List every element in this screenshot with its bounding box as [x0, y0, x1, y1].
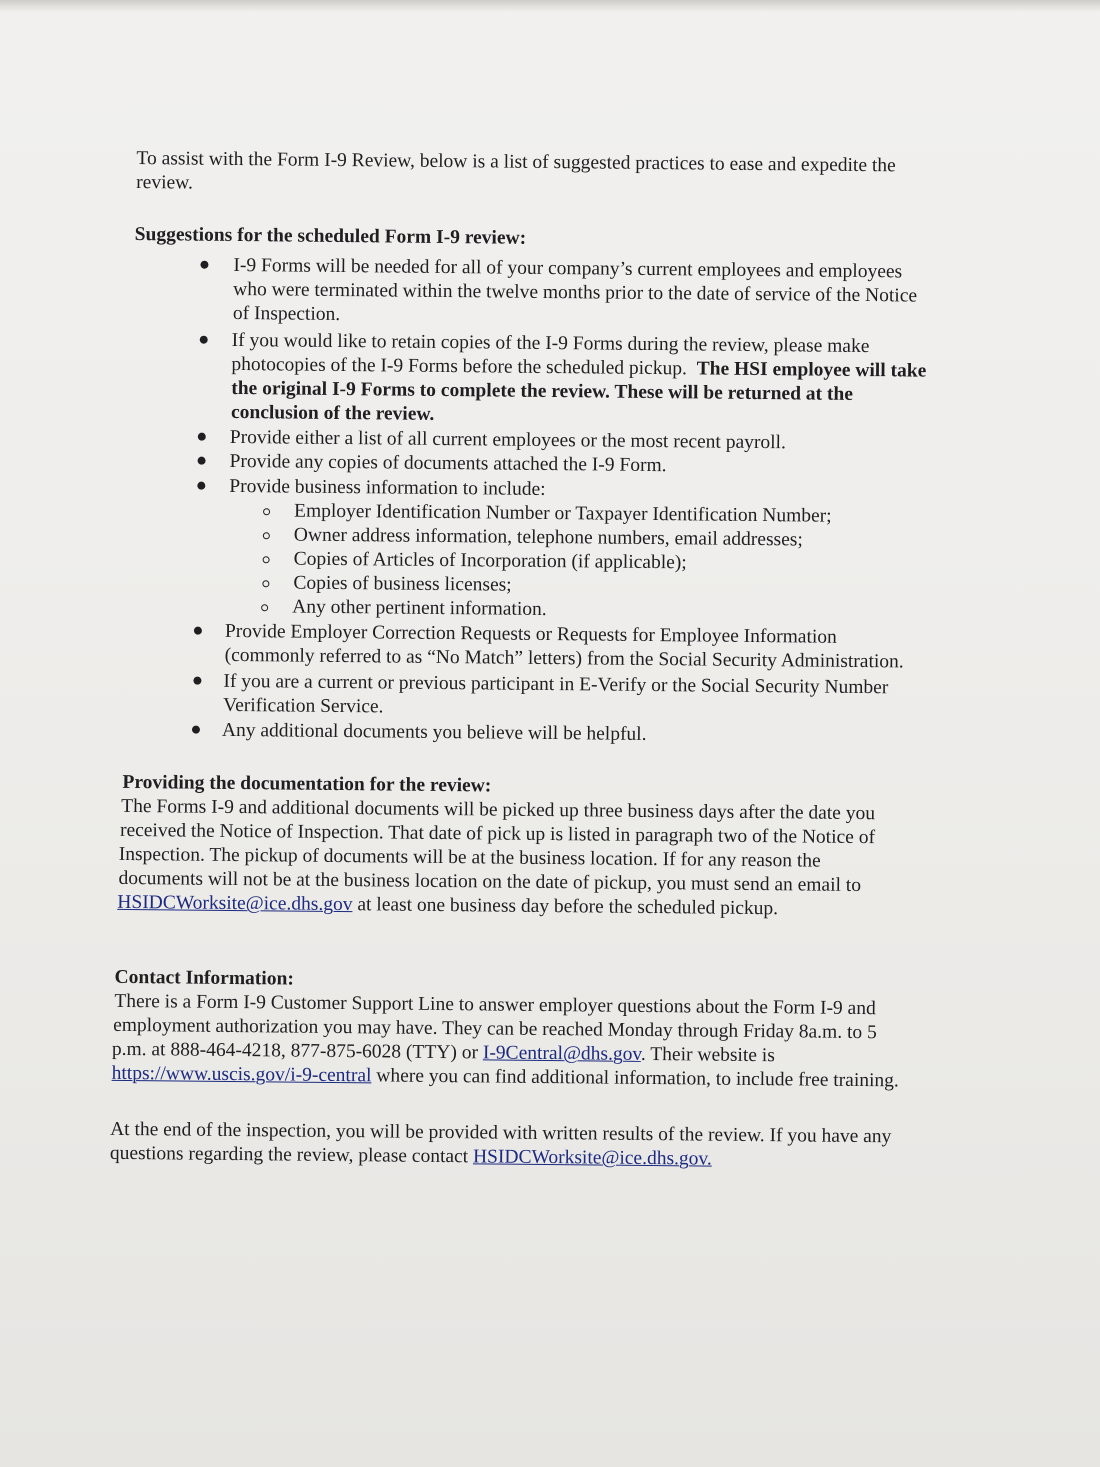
- documentation-line-2: received the Notice of Inspection. That date of pick up is listed in paragraph two of the Notice of: [119, 819, 876, 849]
- item-2-line-4: conclusion of the review.: [230, 401, 435, 425]
- item-4: Provide any copies of documents attached the I-9 Form.: [229, 450, 667, 477]
- contact-line-1: There is a Form I-9 Customer Support Line to answer employer questions about the Form I-9 and: [114, 990, 876, 1020]
- item-2-line-3: the original I-9 Forms to complete the review. These will be returned at the: [231, 377, 854, 405]
- closing-line-2-start: questions regarding the review, please contact: [109, 1142, 474, 1168]
- circle-bullet-icon: [261, 604, 268, 611]
- circle-bullet-icon: [263, 556, 270, 563]
- contact-line-2: employment authorization you may have. They can be reached Monday through Friday 8a.m. to 5: [113, 1014, 877, 1044]
- item-3: Provide either a list of all current employees or the most recent payroll.: [229, 426, 786, 454]
- item-5: Provide business information to include:: [229, 475, 546, 500]
- contact-line-3-end: . Their website is: [640, 1043, 775, 1067]
- item-7-line-2: Verification Service.: [223, 694, 384, 718]
- item-1-line-3: of Inspection.: [232, 302, 341, 326]
- hsi-email-link[interactable]: HSIDCWorksite@ice.dhs.gov: [117, 891, 353, 916]
- item-2-line-2-bold: The HSI employee will take: [696, 358, 927, 382]
- circle-bullet-icon: [262, 580, 269, 587]
- documentation-heading: Providing the documentation for the review:: [122, 771, 492, 797]
- closing-line-1: At the end of the inspection, you will be provided with written results of the review. If you have any: [110, 1118, 892, 1148]
- bullet-icon: [198, 433, 206, 441]
- item-1-line-2: who were terminated within the twelve months prior to the date of service of the Notice: [233, 278, 918, 307]
- documentation-line-5-rest: at least one business day before the scheduled pickup.: [352, 894, 779, 920]
- bullet-icon: [192, 726, 200, 734]
- hsi-email-closing-link[interactable]: HSIDCWorksite@ice.dhs.gov.: [472, 1146, 712, 1170]
- contact-heading: Contact Information:: [114, 966, 294, 990]
- sub-item-1: Employer Identification Number or Taxpayer Identification Number;: [293, 500, 832, 527]
- contact-line-4: [112, 1062, 899, 1094]
- bullet-icon: [200, 336, 208, 344]
- circle-bullet-icon: [263, 532, 270, 539]
- circle-bullet-icon: [263, 508, 270, 515]
- item-1-line-1: I-9 Forms will be needed for all of your company’s current employees and employees: [233, 254, 903, 283]
- intro-line-2: review.: [136, 172, 193, 194]
- documentation-line-3: Inspection. The pickup of documents will be at the business location. If for any reason the: [118, 843, 821, 872]
- item-2-line-1: If you would like to retain copies of the I-9 Forms during the review, please make: [231, 329, 870, 358]
- bullet-icon: [197, 482, 205, 490]
- item-2-line-2-normal: photocopies of the I-9 Forms before the scheduled pickup.: [231, 353, 688, 380]
- item-6-line-2: (commonly referred to as “No Match” letters) from the Social Security Administration.: [224, 644, 904, 673]
- uscis-website-link[interactable]: https://www.uscis.gov/i-9-central: [111, 1062, 372, 1087]
- documentation-line-1: The Forms I-9 and additional documents will be picked up three business days after the date you: [121, 795, 876, 825]
- documentation-line-5: [117, 891, 778, 921]
- documentation-line-4: documents will not be at the business location on the date of pickup, you must send an email to: [118, 867, 862, 897]
- i9-central-email-link[interactable]: I-9Central@dhs.gov: [482, 1042, 642, 1065]
- item-6-line-1: Provide Employer Correction Requests or Requests for Employee Information: [224, 620, 837, 648]
- sub-item-2: Owner address information, telephone numbers, email addresses;: [293, 524, 803, 551]
- contact-line-3-start: p.m. at 888-464-4218, 877-875-6028 (TTY) or: [111, 1038, 483, 1064]
- bullet-icon: [193, 677, 201, 685]
- bullet-icon: [200, 261, 208, 269]
- sub-item-3: Copies of Articles of Incorporation (if applicable);: [293, 548, 687, 574]
- intro-line-1: To assist with the Form I-9 Review, below is a list of suggested practices to ease and expedite the: [136, 148, 896, 177]
- bullet-icon: [194, 627, 202, 635]
- sub-item-5: Any other pertinent information.: [292, 596, 547, 620]
- contact-line-4-rest: where you can find additional information, to include free training.: [371, 1065, 899, 1092]
- suggestions-heading: Suggestions for the scheduled Form I-9 review:: [134, 224, 527, 249]
- item-8: Any additional documents you believe will be helpful.: [221, 719, 647, 745]
- bullet-icon: [198, 457, 206, 465]
- sub-item-4: Copies of business licenses;: [293, 572, 512, 596]
- closing-line-2: [110, 1142, 712, 1172]
- item-7-line-1: If you are a current or previous participant in E-Verify or the Social Security Number: [223, 670, 889, 699]
